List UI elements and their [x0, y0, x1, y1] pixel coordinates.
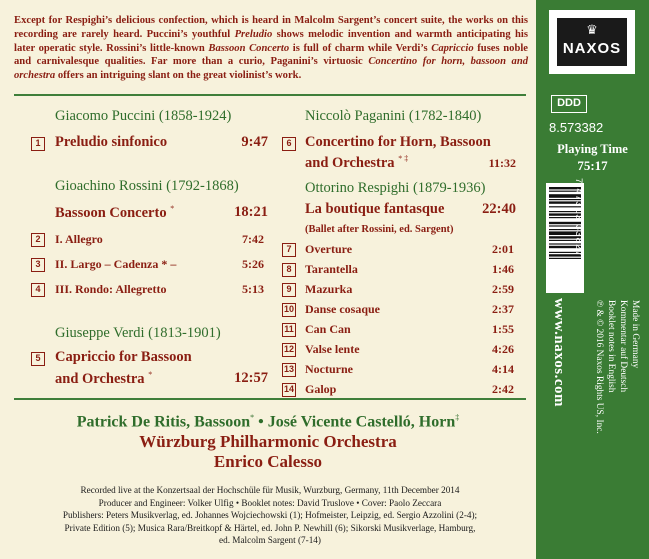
intro-italic: Preludio [234, 28, 273, 40]
intro-italic: Concertino for horn, bassoon and orchestra [14, 56, 529, 82]
soloist-mark: * [250, 413, 255, 422]
track-number: 7 [282, 243, 296, 257]
work-title-bassoon-concerto [55, 204, 174, 222]
playing-time-value: 75:17 [577, 158, 608, 173]
intro-part: is full of charm while Verdi’s [289, 42, 432, 54]
credits [14, 484, 526, 547]
website-link[interactable]: www.naxos.com [551, 298, 567, 408]
movement-label: Danse cosaque [305, 302, 381, 316]
track-title-concertino-line2 [305, 154, 408, 172]
playing-time-label: Playing Time [557, 142, 628, 156]
movement-label: III. Rondo: Allegretto [55, 282, 167, 296]
work-note: (Ballet after Rossini, ed. Sargent) [305, 224, 454, 235]
composer-verdi: Giuseppe Verdi (1813-1901) [55, 325, 221, 341]
soloist-bassoon: Patrick De Ritis, Bassoon [76, 413, 251, 431]
legal-line: Booklet notes in English [606, 300, 616, 393]
track-number: 12 [282, 343, 296, 357]
movement-label: Overture [305, 242, 353, 256]
composer-respighi: Ottorino Respighi (1879-1936) [305, 180, 486, 196]
track-title-preludio: Preludio sinfonico [55, 134, 168, 150]
movement-label: II. Largo – Cadenza * – [55, 257, 177, 271]
conductor-name: Enrico Calesso [213, 452, 323, 471]
track-number: 4 [31, 283, 45, 297]
divider-bottom [14, 398, 526, 400]
catalog-number: 8.573382 [549, 120, 604, 135]
legal-line: Kommentar auf Deutsch [618, 300, 628, 393]
intro-italic: Bassoon Concerto [208, 42, 290, 54]
crest-icon: ♛ [586, 22, 598, 37]
intro-part: offers an intriguing slant on the great violinist’s work. [55, 70, 302, 82]
movement-time: 2:42 [492, 382, 514, 396]
title-text: and Orchestra [55, 370, 145, 387]
title-text: and Orchestra [305, 154, 395, 171]
track-title-capriccio-line2 [55, 370, 152, 388]
work-time: 18:21 [234, 204, 268, 220]
legal-line: ℗ & © 2016 Naxos Rights US, Inc. [594, 300, 604, 434]
movement-time: 4:14 [492, 362, 514, 376]
intro-italic: Capriccio [431, 42, 474, 54]
ddd-badge: DDD [551, 95, 587, 113]
track-time: 12:57 [234, 370, 268, 386]
track-number: 13 [282, 363, 296, 377]
track-title-capriccio: Capriccio for Bassoon [55, 349, 192, 365]
track-number: 9 [282, 283, 296, 297]
work-title-boutique: La boutique fantasque [305, 201, 445, 217]
movement-time: 2:37 [492, 302, 514, 316]
movement-time: 2:01 [492, 242, 514, 256]
composer-rossini: Gioachino Rossini (1792-1868) [55, 178, 239, 194]
movement-time: 1:46 [492, 262, 514, 276]
orchestra-name: Würzburg Philharmonic Orchestra [139, 432, 397, 451]
movement-label: Mazurka [305, 282, 353, 296]
credits-line: ed. Malcolm Sargent (7-14) [219, 535, 321, 546]
naxos-logo [549, 10, 635, 74]
track-number: 14 [282, 383, 296, 397]
track-number: 2 [31, 233, 45, 247]
credits-line: Publishers: Peters Musikverlag, ed. Johannes Wojciechowski (1); Hofmeister, Leipzig, ed. Sergio Azzolini (2-4); [62, 510, 478, 521]
credits-line: Private Edition (5); Musica Rara/Breitkopf & Härtel, ed. John P. Newhill (6); Sikorski Musikverlage, Hamburg, [64, 522, 476, 533]
credits-line: Producer and Engineer: Volker Ulfig • Booklet notes: David Truslove • Cover: Paolo Zeccara [98, 497, 442, 508]
legal-line: Made in Germany [630, 300, 640, 369]
track-number: 6 [282, 137, 296, 151]
movement-time: 2:59 [492, 282, 514, 296]
track-time: 11:32 [488, 156, 516, 170]
movement-label: Valse lente [305, 342, 360, 356]
barcode-digits: 7 47313 33827 6 [573, 178, 584, 268]
logo-badge [557, 18, 627, 66]
work-title-text: Bassoon Concerto [55, 204, 167, 221]
divider-top [14, 94, 526, 96]
track-number: 3 [31, 258, 45, 272]
intro-part: shows melodic invention and warmth anticipating his later operatic style. Rossini’s little-known [14, 28, 528, 54]
separator: • [254, 413, 268, 431]
soloist-mark: ‡ [455, 413, 460, 422]
work-time: 22:40 [482, 201, 516, 217]
movement-label: Nocturne [305, 362, 353, 376]
intro-text [14, 14, 528, 83]
track-number: 8 [282, 263, 296, 277]
track-number: 1 [31, 137, 45, 151]
soloist-mark: * [148, 370, 153, 379]
intro-part: Except for Respighi’s delicious confection, which is heard in Malcolm Sargent’s concert suite, the works on this recording are rarely heard. Puccini’s youthful [14, 15, 528, 40]
movement-label: I. Allegro [55, 232, 103, 246]
movement-label: Galop [305, 382, 337, 396]
soloists-line [0, 413, 536, 431]
soloist-mark: * [170, 204, 175, 213]
track-number: 11 [282, 323, 296, 337]
track-time: 9:47 [241, 134, 268, 150]
movement-time: 1:55 [492, 322, 514, 336]
soloist-mark: * ‡ [398, 154, 409, 163]
credits-line: Recorded live at the Konzertsaal der Hochschüle für Musik, Wurzburg, Germany, 11th December 2014 [80, 485, 460, 495]
movement-label: Can Can [305, 322, 351, 336]
movement-label: Tarantella [305, 262, 358, 276]
logo-text: NAXOS [562, 40, 622, 57]
movement-time: 5:13 [242, 282, 264, 296]
composer-paganini: Niccolò Paganini (1782-1840) [305, 108, 482, 124]
movement-time: 4:26 [492, 342, 514, 356]
composer-puccini: Giacomo Puccini (1858-1924) [55, 108, 232, 124]
track-title-concertino: Concertino for Horn, Bassoon [305, 134, 491, 150]
movement-time: 7:42 [242, 232, 264, 246]
soloist-horn: José Vicente Castelló, Horn [267, 413, 456, 431]
movement-time: 5:26 [242, 257, 264, 271]
track-number: 10 [282, 303, 296, 317]
track-number: 5 [31, 352, 45, 366]
intro-part: fuses noble and carnivalesque qualities. Far more than a curio, Paganini’s virtuosic [14, 42, 528, 68]
